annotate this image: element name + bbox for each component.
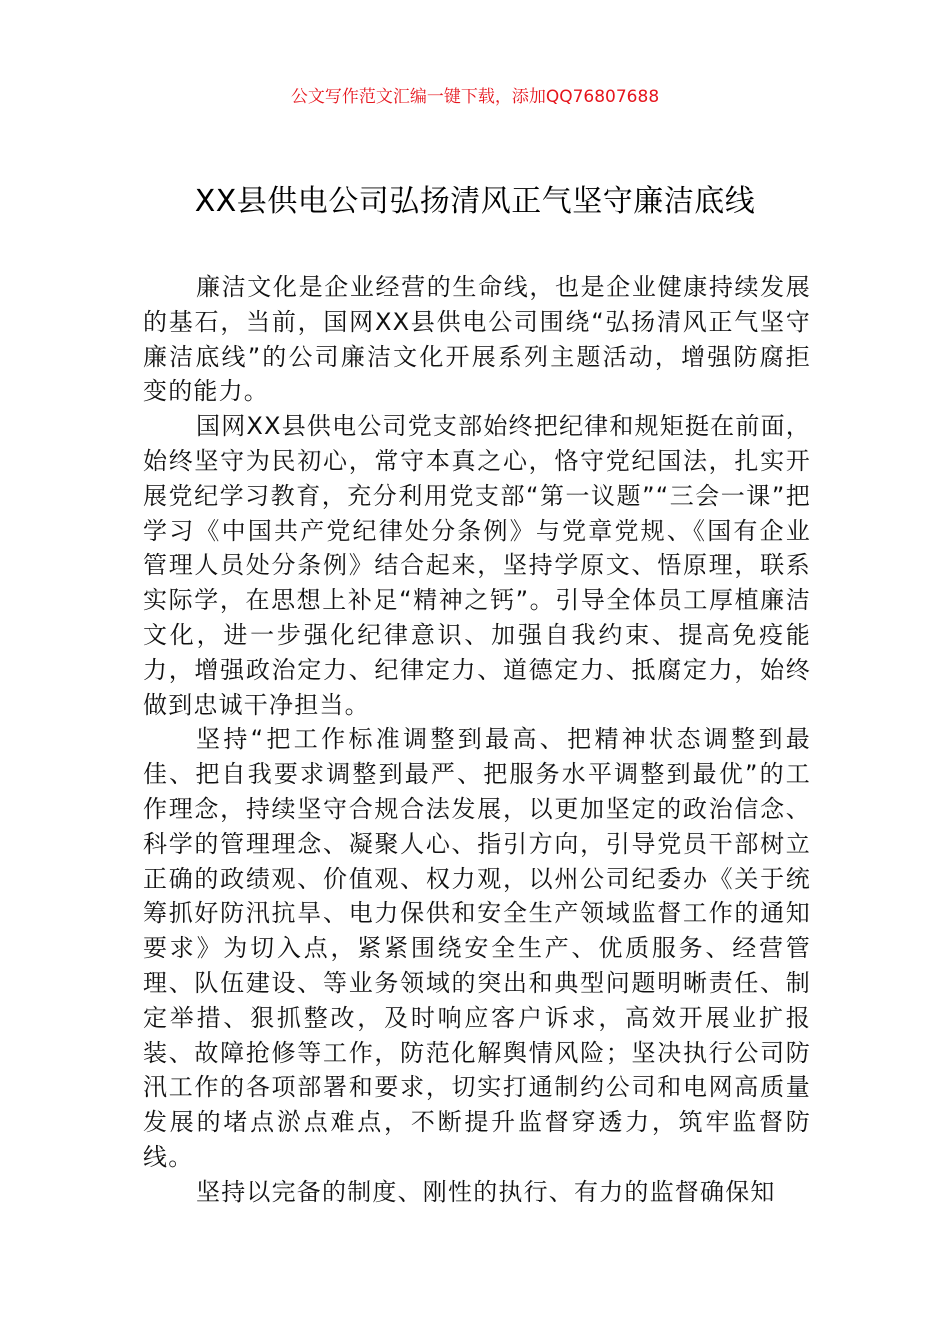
- document-title: XX县供电公司弘扬清风正气坚守廉洁底线: [194, 184, 756, 219]
- paragraph-3: 坚持“把工作标准调整到最高、把精神状态调整到最佳、把自我要求调整到最严、把服务水平调整到最优”的工作理念，持续坚守合规合法发展，以更加坚定的政治信念、科学的管理理念、凝聚人心、指引方向，引导党员干部树立正确的政绩观、价值观、权力观，以州公司纪委办《关于统筹抓好防汛抗旱、电力保供和安全生产领域监督工作的通知要求》为切入点，紧紧围绕安全生产、优质服务、经营管理、队伍建设、等业务领域的突出和典型问题明晰责任、制定举措、狠抓整改，及时响应客户诉求，高效开展业扩报装、故障抢修等工作，防范化解舆情风险；坚决执行公司防汛工作的各项部署和要求，切实打通制约公司和电网高质量发展的堵点淤点难点，不断提升监督穿透力，筑牢监督防线。: [143, 725, 811, 1171]
- promo-header-text: 公文写作范文汇编一键下载，添加QQ76807688: [290, 87, 660, 107]
- paragraph-4: 坚持以完备的制度、刚性的执行、有力的监督确保知: [196, 1177, 776, 1206]
- paragraph-1: 廉洁文化是企业经营的生命线，也是企业健康持续发展的基石，当前，国网XX县供电公司围绕“弘扬清风正气坚守廉洁底线”的公司廉洁文化开展系列主题活动，增强防腐拒变的能力。: [143, 273, 811, 406]
- paragraph-2: 国网XX县供电公司党支部始终把纪律和规矩挺在前面，始终坚守为民初心，常守本真之心，恪守党纪国法，扎实开展党纪学习教育，充分利用党支部“第一议题”“三会一课”把学习《中国共产党纪律处分条例》与党章党规、《国有企业管理人员处分条例》结合起来，坚持学原文、悟原理，联系实际学，在思想上补足“精神之钙”。引导全体员工厚植廉洁文化，进一步强化纪律意识、加强自我约束、提高免疫能力，增强政治定力、纪律定力、道德定力、抵腐定力，始终做到忠诚干净担当。: [143, 412, 811, 719]
- document-body: [143, 270, 811, 1210]
